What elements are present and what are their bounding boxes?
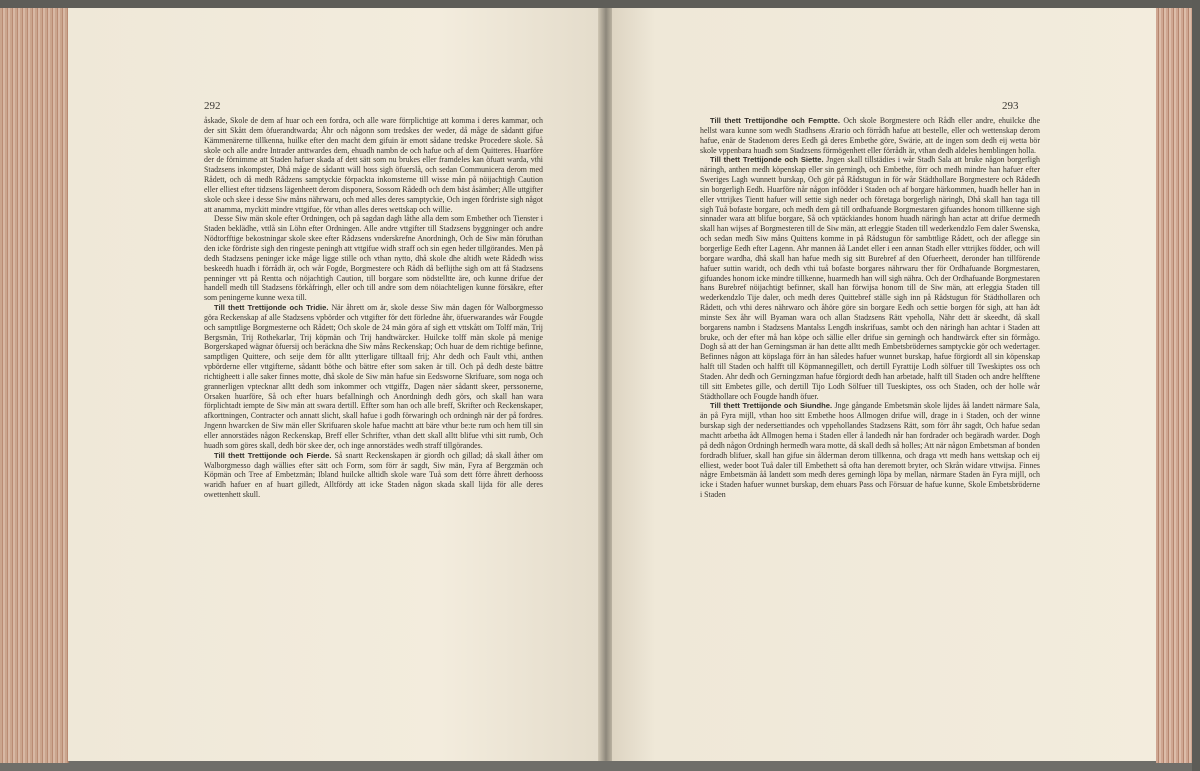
paragraph-text: Jnge gångande Embetsmän skole lijdes åå landett närmare Sala, än på Fyra mijll, vthan hoo sitt Embethe hoos Allmogen drifue will, drage in i Staden, och der winne burskap sigh der nedersettiandes och vppehollandes Stadzsens Rätt, som förr åhr sagdt, Och hafue sedan machtt arbetha ådt Allmogen hema i Staden eller å landedh når han fordrader och begäradh warder. Dogh på dedh någon Ordningh hermedh wara motte, då skall dedh så holles; Att när någon Embetsman af bonden fordradh blifuer, skall han gifue sin ålderman derom tillkenna, och draga vtt medh hans wettskap och eij elliest, weder boot Tuå daler till Embethett så ofta han deremott bryter, och Skrån widare vttwijsa. Finnes någre Embetsmän åå landett som medh deres gerningh löpa by mellan, närmare Staden än Fyra mijll, och icke i Staden hafuer wunnet burskap, dem ehuars Pass och Försuar de hafue kunne, Skole Embetsbröderne i Staden <box>700 401 1040 500</box>
paragraph <box>204 116 543 214</box>
paragraph <box>204 451 543 500</box>
paragraph <box>700 155 1040 401</box>
scan-border-right <box>1192 0 1200 771</box>
paragraph <box>204 214 543 303</box>
left-page-text <box>204 116 543 500</box>
book-edge-right <box>1156 8 1192 763</box>
paragraph <box>700 401 1040 499</box>
paragraph <box>204 303 543 451</box>
page-number-left: 292 <box>204 100 221 112</box>
book-edge-left <box>0 8 69 763</box>
paragraph-text: åskade, Skole de dem af huar och een fordra, och alle ware förrplichtige att komma i deres kammar, och der sitt Skått dem öfuerandtwarda; Åhr och någonn som tredskes der weder, då måge de sådantt gifue Kämmenärerne tillkenna, huilke efter den macht dem gifuin är emott sådane tredske Procedere skole. Så skole och alle andre Intrader anttwardes dem, ehuadh nambn de och hafue och af dem Quitteres. Huarföre der de förnimme att Staden hafuer skada af dett sätt som nu brukes eller framdeles kan öfuatt warda, vthi Stadzsens inkompster, Dhå måge de sådantt wäll hoss sigh öfuerslå, och sedan Communicera derom med Rådett, och då medh Rådzens samptyckie förpackta inkomsterne till wisse mån på nöijachtigh Caution eller elliest efter tidzsens lägenheett derom disponera, Sossom Rådedh och dem bäst åsämber; Alle uttgifter skole och skee i desse Siw måns nährwaru, och med alles deres samptyckie, Och ingen fördriste sigh något att anamma, myckitt mindre vttgifue, för vthan alles deres wettskap och willie. <box>204 116 543 214</box>
section-heading: Till thett Trettijonde och Siundhe. <box>710 401 833 411</box>
paragraph-text: Jngen skall tillstädies i wår Stadh Sala att bruke någon borgerligh näringh, anthen medh köpenskap eller sin gerningh, och Embethe, förr och medh mindre han hafuer efter Sweriges Lagh wunnett burskap, Och gör på Rådstugun in för wår Städthollare Borgmestere och Rådedh sin borgerligh Eedh. Huarföre når någon infödder i Staden och af borgare härkommen, huadh heller han in eller vttrijkes Tientt hafuer will settie sigh neder och företaga borgerligh näringh, Dhå skall han taga till sigh Tuå bofaste borgare, och medh dem gå till ordhafuande Borgmestaren gifuandes honom tillkenne sigh sinnader wara att blifue borgare, Så och vptäckiandes honom huadh näringh han actar att drifue dermedh skall han wijses af Borgmesteren till de Siw män, att erleggie Staden till wederkendzlo Fem daler Swenska, och sedan medh Siw måns Quittens komme in på Rådstugun för sambttlige Rådett, och der aflegge sin borgerlige Eedh efter Lagenn. Ahr mannen åå Landet eller i een annan Stadh eller vttrijkes födder, och will borgare wardha, dhå skall han hafue medh sig sitt Burebref af den Ofuerheett, deronder han tillförende hafuer suttin waridt, och dedh vthi tuå bofaste borgares nährwaru ther för Ordhafuande Borgmestaren, gifuandes honom icke mindre tillkenne, huarmedh han will sigh nähra. Och der Ordhafuande Borgmestaren hans Burebref nöijachtigt befinner, skall han förwijsa honom till de Siw män, att erleggia Staden till wederkendzlo Tije daler, och medh deres Quittebref ställe sigh inn på Rådstugun för Städthollaren och Rådett, och vthi deres nährwaro och åhöre göre sin borgare Eedh och settie borgen för sigh, att han ådt minste Sex åhr will Byaman wara och allan Stadzsens Rätt vpeholla, Nähr dett är skeedht, då skall borgarens nambn i Stadzsens Mantalss Lengdh inskrifuas, sambt och den näringh han achtar i Staden att bruke, och der efter må han köpe och sällie eller drifue sin gerningh och handtwärck efter sin förmågo. Dogh så att der han Gerningsman är han dette alltt medh Embetsbrödernes samptyckie gör och wedertager. Befinnes någon att köpslaga förr än han således hafuer wunnet burskap, hafue förgiordt all sin köpenskap halft till Staden och halfft till Köpmannegillett, och dertill Fyrattije Lodh sölfuer till Tweskiptes oss och Staden. Ahr dedh och Gerningzman hafue förgiordt dedh han arbetade, halft till Staden och andre helfftene till sitt Embetes gille, och dertill Tijo Lodh Sölfuer till Tueskiptes, oss och Staden, och der holle wår Städthollare och Fougde handh öfuer. <box>700 155 1040 401</box>
paragraph-text: Så snartt Reckenskapen är giordh och gillad; då skall åther om Walborgmesso dagh wällies efter sätt och Form, som förr är sagdt, Siw män, Fyra af Bergzmän och Köpmän och Tree af Embetzmän; Ibland huilcke alltidh skole ware Tuå som dett förre åhrett derhooss waridh hafuer en af huart gilledt, Alltfördy att icke Staden någon skada skall lijda för alle deres owettenhett skull. <box>204 450 543 500</box>
left-page <box>68 8 600 761</box>
page-number-right: 293 <box>1002 100 1019 112</box>
section-heading: Till thett Trettijondhe och Femptte. <box>710 116 840 125</box>
right-page-text <box>700 116 1040 500</box>
paragraph-text: Desse Siw män skole efter Ordningen, och på sagdan dagh låthe alla dem som Embether och Tienster i Staden beklädhe, vttlå sin Löhn efter Ordningen. Alle andre vttgifter till Stadzsens byggninger och andre Nödtorfftige bekostningar skole skee efter Rådzsens vnderskrefne Anordningh, Och de Siw män föruthan den icke fördriste sigh den ringeste peningh att vttgifue widh straff och sin egen heder tillgörandes. Men på dedh Stadzsens peninger icke måge ligge stille och vthan nytto, dhå skole dhe altidh wete Rådedh wiss beskeedh huadh i förrådh är, och wår Fogde, Borgmestere och Rådh då beflijthe sigh om att få Stadzsens penninger vtt på Rentta och nöjachtigh Caution, till borgare som nödstelltte äre, och kunne drifue der handell medh till Stadzsens förkåfringh, eller och till andre som dem nöiachteligen kunne försäkre, efter som peningerne kunne wexa till. <box>204 214 543 303</box>
section-heading: Till thett Trettijonde och Siette. <box>710 155 824 165</box>
paragraph-text: Och skole Borgmestere och Rådh eller andre, ehuilcke dhe hellst wara kunne som wedh Stadhsens Ærario och förrådh hafue att bestelle, eller och wettenskap derom hafue, enär de Stadenom deres Eedh gå deres Embethe göre, Swärie, att de ingen som dedh eij wetta bör skole vppenbara huadh som Stadzsens förmögenhett eller förrådh är, vthan dedh aldeles hemblingen holla. <box>700 116 1040 155</box>
right-page <box>612 8 1156 761</box>
section-heading: Till thett Trettijonde och Tridie. <box>214 303 329 313</box>
paragraph-text: När åhrett om är, skole desse Siw män dagen för Walborgmesso göra Reckenskap af alle Stadzsens vpbörder och vttgifter för dett förledne åhr, öfuerwarandes wår Fougde och sampttlige Borgmesterne och Rådett; Och skole de 24 män göra af sigh ett vttskått om Tolff män, Trij Bergsmän, Trij Rothekarlar, Trij köpmän och Trij handtwärcker. Huilcke tolff män skole på menige Borgerskaped wägnar öfuersij och beräckna dhe Siw måns Reckenskap; Och huar de dem richtige befinne, samptligen Quittere, och seije dem för alltt ytterligare tilltaall frij; Ahr dedh och Fault vthi, anthen vpbörderne eller vttgifterne, sådantt böthe och bättre efter som saken är till. Och på dedh deste bättre richtigheett i alle saker finnes motte, dhå skole de Siw män hafue sin Eedsworne Skrifuare, som noga och grannerligen vptecknar alltt dedh som inkommer och vttgiffz, Dagen näer sådantt skeer, perssonerne, Orsaken huarföre, Så och efter huars befallningh och Anordningh dedh görs, och skall han wara förplichtadt iempte de Siw män att swara dertill. Effter som han och alle breff, Skrifter och Reckenskaper, afkorttningen, Contracter och annatt slicht, skall hafue i godh förwaringh och ordningh när der på fordres. Jngenn hwarcken de Siw män eller Skrifuaren skole hafue machtt att bäre vthur be:te rum och hem till sin eller annorstädes någon Reckenskap, Breff eller Schrifter, vthan dett skall alltt blifue vthi sitt rumb, Och huadh som göres skall, dedh bör skee der, och inge annorstädes wedh straff tillgörandes. <box>204 303 543 450</box>
paragraph <box>700 116 1040 155</box>
section-heading: Till thett Trettijonde och Fierde. <box>214 450 332 460</box>
